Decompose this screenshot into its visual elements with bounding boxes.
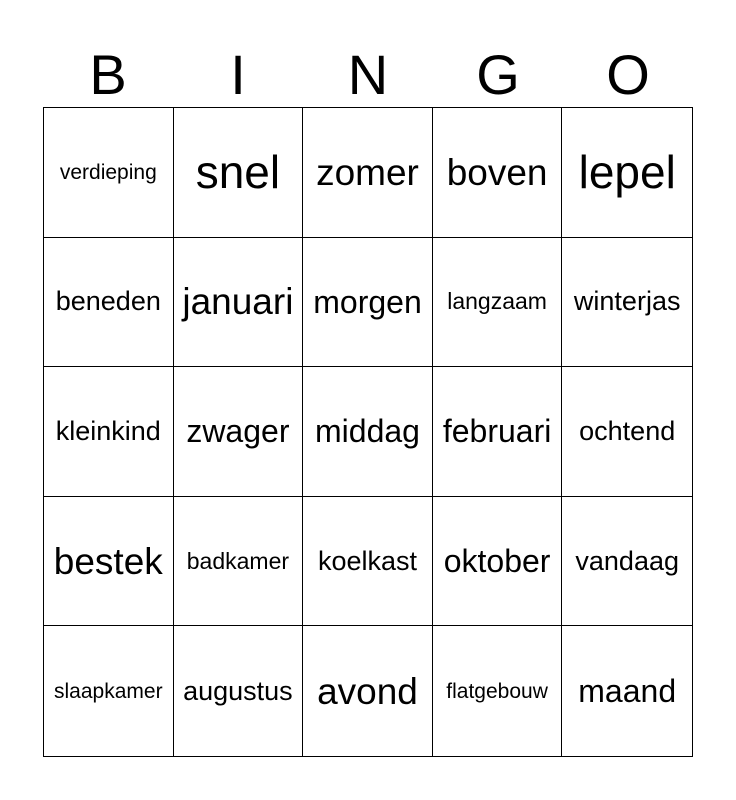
bingo-cell[interactable]: middag <box>303 367 433 497</box>
bingo-cell[interactable]: kleinkind <box>44 367 174 497</box>
bingo-cell[interactable]: augustus <box>174 626 304 756</box>
bingo-cell[interactable]: zomer <box>303 108 433 238</box>
header-letter-o: O <box>606 43 650 106</box>
bingo-cell[interactable]: bestek <box>44 497 174 627</box>
bingo-cell[interactable]: morgen <box>303 238 433 368</box>
bingo-cell[interactable]: lepel <box>562 108 692 238</box>
bingo-cell[interactable]: vandaag <box>562 497 692 627</box>
header-letter-i: I <box>230 43 246 106</box>
bingo-cell[interactable]: snel <box>174 108 304 238</box>
header-letter-b: B <box>89 43 127 106</box>
bingo-cell[interactable]: winterjas <box>562 238 692 368</box>
bingo-cell[interactable]: zwager <box>174 367 304 497</box>
bingo-cell[interactable]: oktober <box>433 497 563 627</box>
bingo-cell[interactable]: flatgebouw <box>433 626 563 756</box>
bingo-cell[interactable]: avond <box>303 626 433 756</box>
header-letter-g: G <box>476 43 520 106</box>
bingo-cell[interactable]: verdieping <box>44 108 174 238</box>
bingo-cell[interactable]: beneden <box>44 238 174 368</box>
bingo-cell[interactable]: badkamer <box>174 497 304 627</box>
bingo-cell[interactable]: slaapkamer <box>44 626 174 756</box>
bingo-cell[interactable]: maand <box>578 673 677 710</box>
bingo-cell[interactable]: langzaam <box>433 238 563 368</box>
bingo-header <box>43 42 693 108</box>
header-letter-n: N <box>347 43 389 106</box>
bingo-cell[interactable]: boven <box>433 108 563 238</box>
bingo-cell[interactable]: januari <box>174 238 304 368</box>
bingo-cell[interactable]: koelkast <box>303 497 433 627</box>
bingo-board <box>43 107 693 757</box>
bingo-cell[interactable]: ochtend <box>562 367 692 497</box>
bingo-cell[interactable]: februari <box>433 367 563 497</box>
